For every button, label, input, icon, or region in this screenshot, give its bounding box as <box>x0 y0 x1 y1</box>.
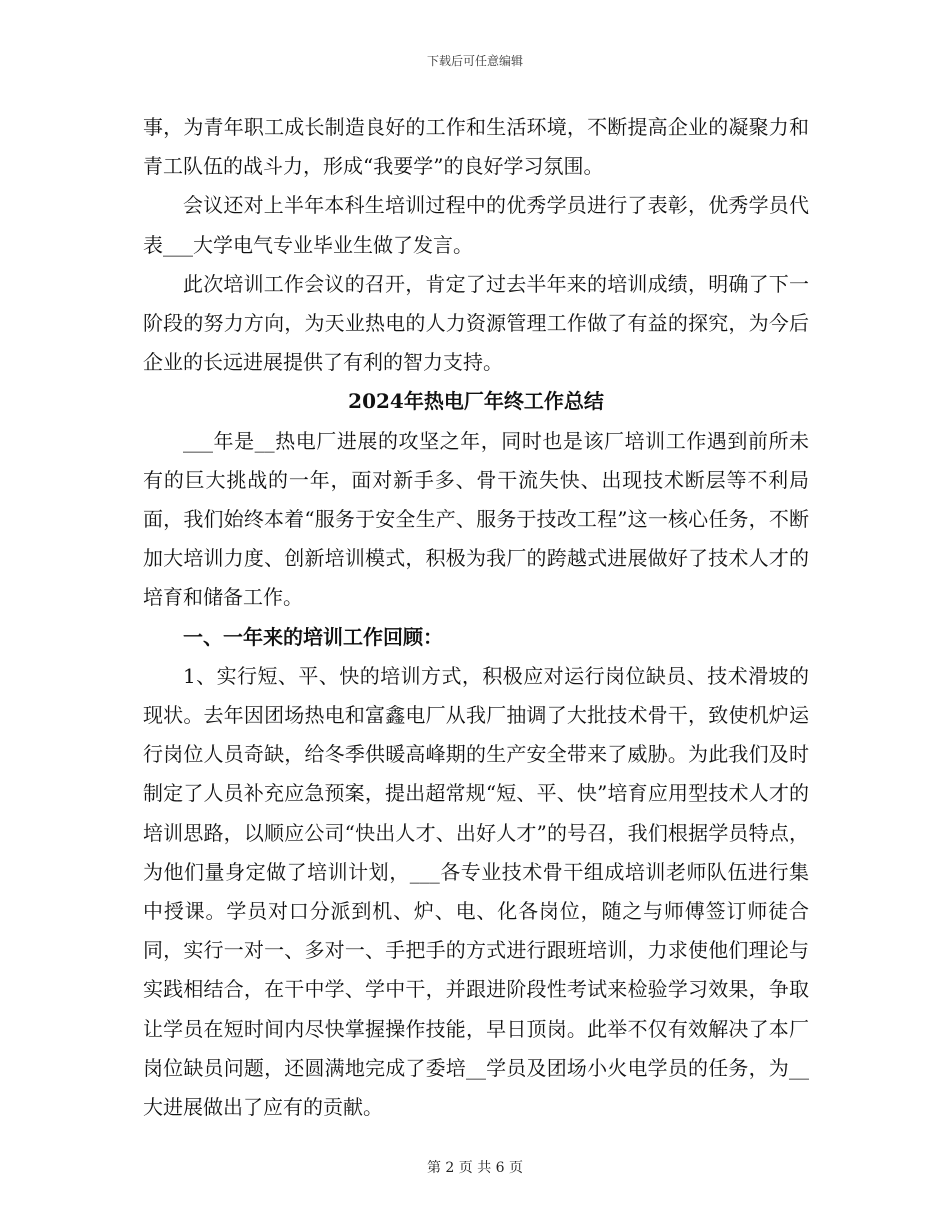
document-title: 2024年热电厂年终工作总结 <box>348 389 604 414</box>
paragraph-intro: ___年是__热电厂进展的攻坚之年，同时也是该厂培训工作遇到前所未有的巨大挑战的一年，面对新手多、骨干流失快、出现技术断层等不利局面，我们始终本着“服务于安全生产、服务于技改工程”这一核心任务，不断加大培训力度、创新培训模式，积极为我厂的跨越式进展做好了技术人才的培育和储备工作。 <box>143 428 809 610</box>
page-header-note: 下载后可任意编辑 <box>426 54 523 68</box>
paragraph-continuation: 事，为青年职工成长制造良好的工作和生活环境，不断提高企业的凝聚力和青工队伍的战斗力，形成“我要学”的良好学习氛围。 <box>143 115 809 179</box>
paragraph-meeting-summary: 此次培训工作会议的召开，肯定了过去半年来的培训成绩，明确了下一阶段的努力方向，为天业热电的人力资源管理工作做了有益的探究，为今后企业的长远进展提供了有利的智力支持。 <box>143 271 809 375</box>
document-body <box>143 108 809 1127</box>
page-number: 第 2 页 共 6 页 <box>426 1160 524 1176</box>
paragraph-commendation: 会议还对上半年本科生培训过程中的优秀学员进行了表彰，优秀学员代表___大学电气专业毕业生做了发言。 <box>143 193 809 257</box>
paragraph-training-review: 1、实行短、平、快的培训方式，积极应对运行岗位缺员、技术滑坡的现状。去年因团场热电和富鑫电厂从我厂抽调了大批技术骨干，致使机炉运行岗位人员奇缺，给冬季供暖高峰期的生产安全带来了威胁。为此我们及时制定了人员补充应急预案，提出超常规“短、平、快”培育应用型技术人才的培训思路，以顺应公司“快出人才、出好人才”的号召，我们根据学员特点，为他们量身定做了培训计划，___各专业技术骨干组成培训老师队伍进行集中授课。学员对口分派到机、炉、电、化各岗位，随之与师傅签订师徒合同，实行一对一、多对一、手把手的方式进行跟班培训，力求使他们理论与实践相结合，在干中学、学中干，并跟进阶段性考试来检验学习效果，争取让学员在短时间内尽快掌握操作技能，早日顶岗。此举不仅有效解决了本厂岗位缺员问题，还圆满地完成了委培__学员及团场小火电学员的任务，为__大进展做出了应有的贡献。 <box>143 663 809 1120</box>
section-heading: 一、一年来的培训工作回顾： <box>183 624 443 649</box>
